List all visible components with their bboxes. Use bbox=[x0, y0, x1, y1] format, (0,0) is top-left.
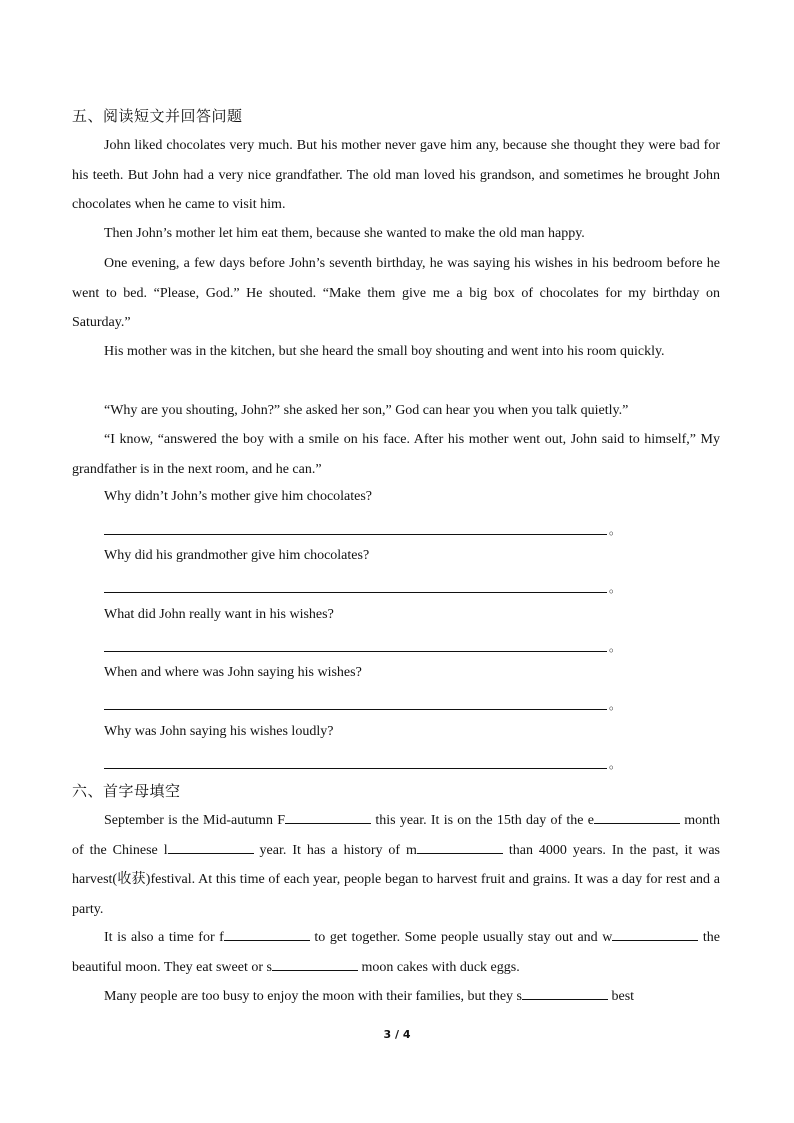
answer-line-3[interactable] bbox=[104, 651, 607, 652]
answer-period: 。 bbox=[609, 523, 622, 537]
passage-paragraph-6: “I know, “answered the boy with a smile on his face. After his mother went out, John said to himself,” My grandfather is in the next room, and he can.” bbox=[72, 432, 720, 477]
blank-input[interactable] bbox=[594, 811, 680, 824]
blank-input[interactable] bbox=[272, 958, 358, 971]
blank-input[interactable] bbox=[522, 987, 608, 1000]
page-number: 3 / 4 bbox=[383, 1028, 411, 1041]
passage-paragraph-1: John liked chocolates very much. But his mother never gave him any, because she thought they were bad for his teeth. But John had a very nice grandfather. The old man loved his grandson, and sometimes he brought John chocolates when he came to visit him. bbox=[72, 138, 720, 212]
answer-line-4[interactable] bbox=[104, 709, 607, 710]
answer-line-5[interactable] bbox=[104, 768, 607, 769]
cloze-paragraph-2: It is also a time for f to get together. Some people usually stay out and w the beautiful moon. They eat sweet or s moon cakes with duck eggs. bbox=[72, 930, 720, 975]
answer-period: 。 bbox=[609, 581, 622, 595]
section-6-heading: 六、首字母填空 bbox=[72, 782, 181, 800]
blank-input[interactable] bbox=[168, 841, 254, 854]
question-2: Why did his grandmother give him chocolates? bbox=[104, 548, 370, 563]
cloze-paragraph-3: Many people are too busy to enjoy the moon with their families, but they s best bbox=[104, 989, 635, 1004]
blank-input[interactable] bbox=[224, 928, 310, 941]
question-4: When and where was John saying his wishes? bbox=[104, 665, 362, 680]
question-5: Why was John saying his wishes loudly? bbox=[104, 724, 334, 739]
answer-period: 。 bbox=[609, 757, 622, 771]
question-3: What did John really want in his wishes? bbox=[104, 607, 334, 622]
cloze-paragraph-1: September is the Mid-autumn F this year. It is on the 15th day of the e month of the Chinese l year. It has a history of m than 4000 years. In the past, it was harvest(收获)festival. At this time of each year, people began to harvest fruit and grains. It was a day for rest and a party. bbox=[72, 813, 721, 917]
section-5-heading: 五、阅读短文并回答问题 bbox=[72, 107, 243, 125]
passage-paragraph-4: His mother was in the kitchen, but she heard the small boy shouting and went into his room quickly. bbox=[104, 344, 665, 359]
blank-input[interactable] bbox=[417, 841, 503, 854]
answer-line-1[interactable] bbox=[104, 534, 607, 535]
blank-input[interactable] bbox=[285, 811, 371, 824]
answer-period: 。 bbox=[609, 640, 622, 654]
passage-paragraph-2: Then John’s mother let him eat them, because she wanted to make the old man happy. bbox=[104, 226, 585, 241]
answer-line-2[interactable] bbox=[104, 592, 607, 593]
answer-period: 。 bbox=[609, 698, 622, 712]
passage-paragraph-5: “Why are you shouting, John?” she asked her son,” God can hear you when you talk quietly.” bbox=[104, 403, 629, 418]
passage-paragraph-3: One evening, a few days before John’s seventh birthday, he was saying his wishes in his bedroom before he went to bed. “Please, God.” He shouted. “Make them give me a big box of chocolates for my birthday on Saturday.” bbox=[72, 256, 720, 330]
question-1: Why didn’t John’s mother give him chocolates? bbox=[104, 489, 373, 504]
blank-input[interactable] bbox=[612, 928, 698, 941]
